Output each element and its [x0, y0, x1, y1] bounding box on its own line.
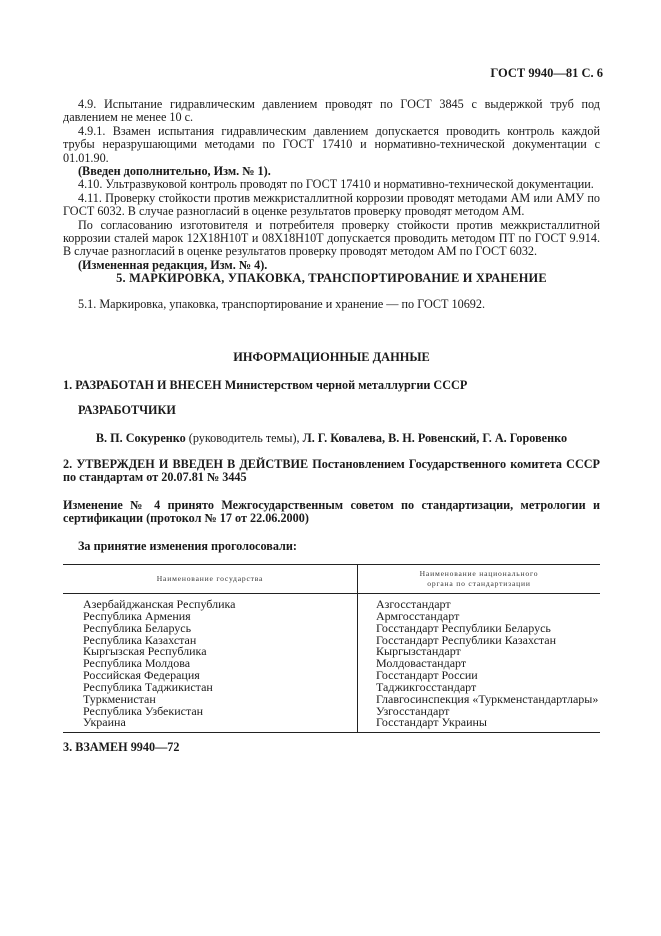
paragraph-4-11: 4.11. Проверку стойкости против межкристаллитной коррозии проводят методами АМ или АМУ по ГОСТ 6032. В случае разногласий в оценке результатов проверку проводят методом АМ.	[63, 190, 600, 219]
votes-table	[63, 564, 600, 733]
votes-table-header	[63, 565, 600, 594]
column-header-state: Наименование государства	[63, 565, 358, 594]
developers-list	[63, 432, 600, 445]
amendment-4-text: Изменение № 4 принято Межгосударственным советом по стандартизации, метрологии и сертификации (протокол № 17 от 22.06.2000)	[63, 498, 600, 526]
table-row	[63, 717, 600, 732]
info-item-2	[63, 458, 600, 485]
amendment-note-4: (Измененная редакция, Изм. № 4).	[78, 257, 268, 272]
standards-body-cell: Молдовастандарт	[376, 656, 467, 671]
voted-label: За принятие изменения проголосовали:	[78, 539, 297, 553]
state-name-cell: Украина	[63, 717, 358, 732]
info-data-title: ИНФОРМАЦИОННЫЕ ДАННЫЕ	[233, 350, 430, 364]
column-header-body	[358, 565, 601, 594]
votes-table-body	[63, 594, 600, 733]
state-name-cell: Республика Армения	[63, 611, 358, 623]
standards-body-cell: Госстандарт Республики Беларусь	[376, 620, 551, 635]
page-header-code: ГОСТ 9940—81 С. 6	[490, 66, 603, 80]
info-item-2-text: 2. УТВЕРЖДЕН И ВВЕДЕН В ДЕЙСТВИЕ Постановлением Государственного комитета СССР по стандартам от 20.07.81 № 3445	[63, 457, 600, 485]
paragraph-4-9: 4.9. Испытание гидравлическим давлением проводят по ГОСТ 3845 с выдержкой труб под давлением не менее 10 с.	[63, 97, 600, 125]
state-name-cell: Республика Казахстан	[63, 635, 358, 647]
state-name-cell: Туркменистан	[63, 694, 358, 706]
column-header-body-line1: Наименование национального	[419, 569, 539, 578]
developer-lead: В. П. Сокуренко	[95, 431, 186, 445]
amendment-note-1: (Введен дополнительно, Изм. № 1).	[78, 164, 271, 179]
standards-body-cell: Кыргызстандарт	[376, 644, 461, 659]
developers-label: РАЗРАБОТЧИКИ	[78, 403, 176, 417]
state-name-cell: Республика Узбекистан	[63, 706, 358, 718]
state-name-cell: Азербайджанская Республика	[63, 594, 358, 611]
developer-role: (руководитель темы),	[185, 431, 303, 445]
amendment-block	[63, 499, 600, 526]
standards-body-cell: Главгосинспекция «Туркменстандартлары»	[376, 691, 599, 706]
state-name-cell: Кыргызская Республика	[63, 646, 358, 658]
paragraph-4-10: 4.10. Ультразвуковой контроль проводят по ГОСТ 17410 и нормативно-технической документации.	[78, 177, 594, 192]
state-name-cell: Республика Молдова	[63, 658, 358, 670]
table-row	[63, 706, 600, 718]
standards-body-cell: Госстандарт Республики Казахстан	[376, 632, 557, 647]
paragraph-4-9-1: 4.9.1. Взамен испытания гидравлическим давлением допускается проводить контроль каждой трубы неразрушающими методами по ГОСТ 17410 и нормативно-технической документации с 01.01.90.	[63, 123, 600, 165]
paragraph-4-11-ext: По согласованию изготовителя и потребителя проверку стойкости против межкристаллитной коррозии сталей марок 12Х18Н10Т и 08Х18Н10Т допускается проводить методом ПТ по ГОСТ 9.914. В случае разногласий в оценке результатов проверку проводят методом АМ по ГОСТ 6032.	[63, 217, 600, 259]
info-item-3: 3. ВЗАМЕН 9940—72	[63, 740, 180, 754]
column-header-body-line2: органа по стандартизации	[427, 579, 531, 588]
standards-body-cell: Азгосстандарт	[376, 597, 451, 611]
standards-body-cell: Армгосстандарт	[376, 608, 460, 623]
state-name-cell: Российская Федерация	[63, 670, 358, 682]
standards-body-cell: Узгосстандарт	[376, 703, 450, 718]
state-name-cell: Республика Беларусь	[63, 623, 358, 635]
developer-others: Л. Г. Ковалева, В. Н. Ровенский, Г. А. Горовенко	[302, 431, 568, 445]
standards-body-cell: Госстандарт Украины	[358, 717, 601, 732]
standards-body-cell: Госстандарт России	[376, 668, 478, 683]
info-item-1: 1. РАЗРАБОТАН И ВНЕСЕН Министерством черной металлургии СССР	[63, 378, 468, 392]
standards-body-cell: Таджикгосстандарт	[376, 679, 477, 694]
section4-block	[63, 98, 600, 272]
section5-title: 5. МАРКИРОВКА, УПАКОВКА, ТРАНСПОРТИРОВАНИЕ И ХРАНЕНИЕ	[116, 271, 547, 285]
paragraph-5-1: 5.1. Маркировка, упаковка, транспортирование и хранение — по ГОСТ 10692.	[78, 297, 486, 311]
state-name-cell: Республика Таджикистан	[63, 682, 358, 694]
section5-body	[63, 298, 600, 311]
